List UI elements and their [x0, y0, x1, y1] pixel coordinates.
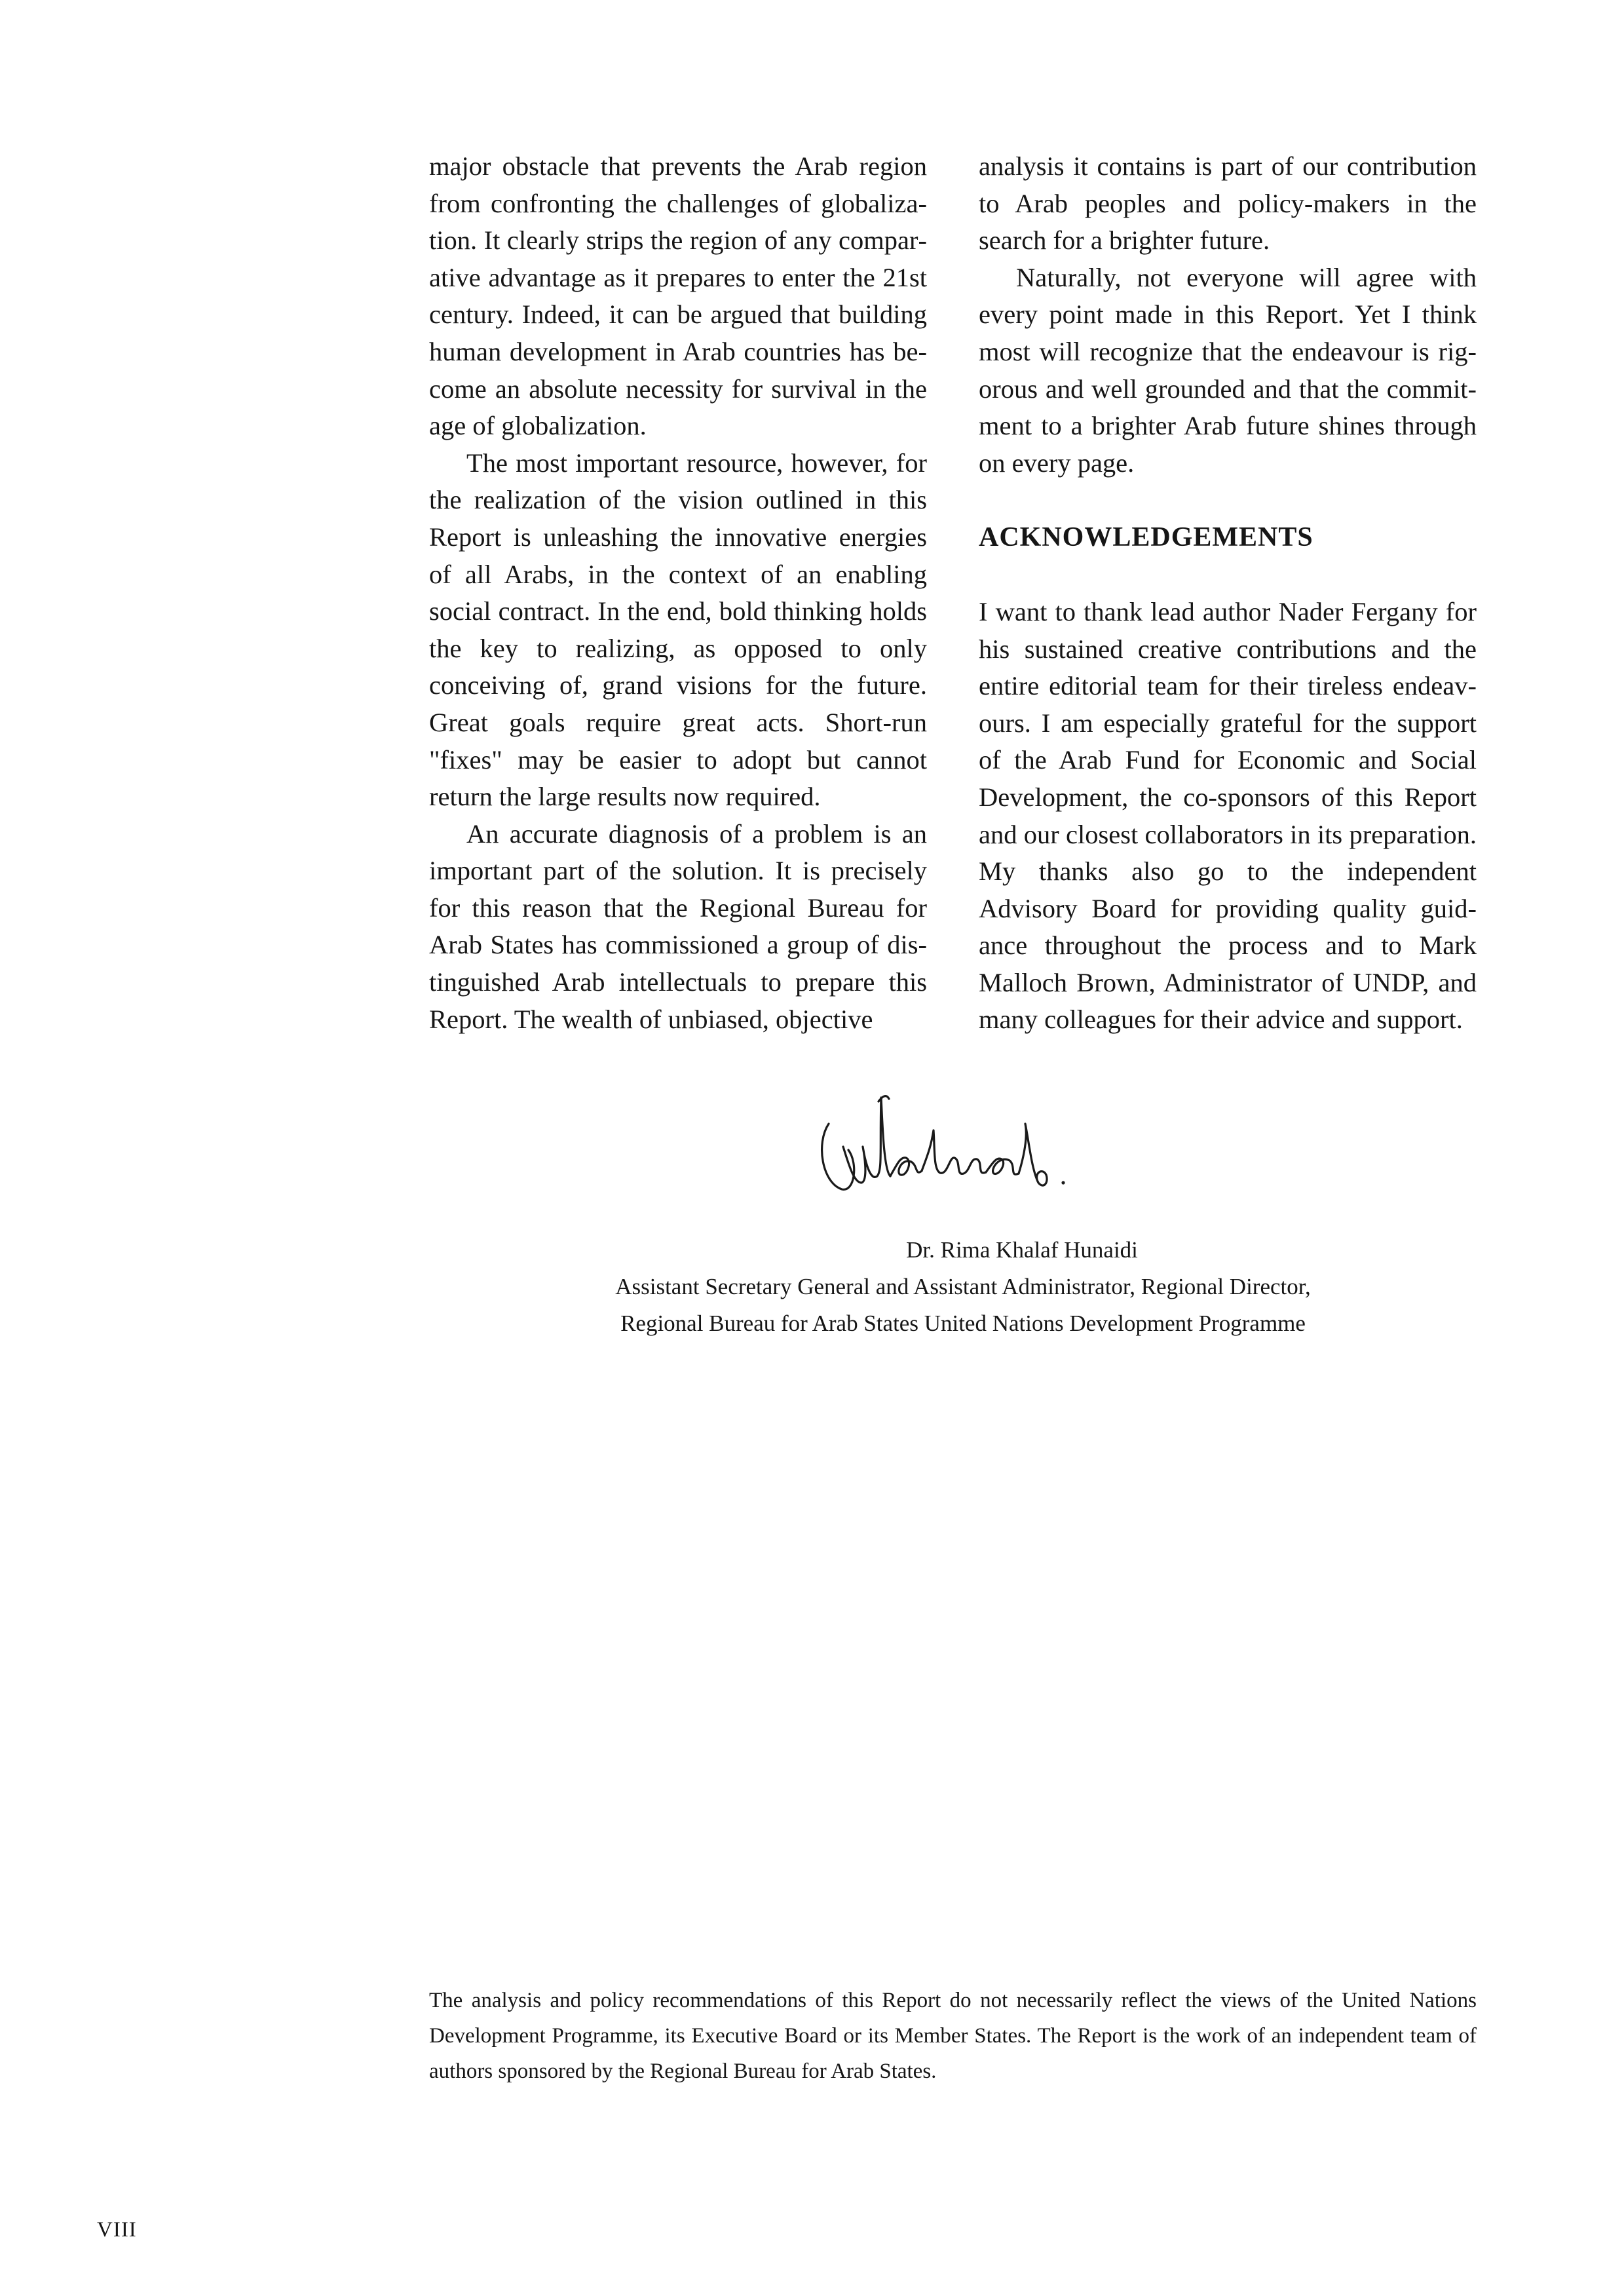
signatory-block	[459, 1232, 1467, 1342]
page-number: VIII	[97, 2218, 137, 2242]
left-paragraph-2: The most important resource, however, for the realization of the vision outlined in this Report is unleashing the innovative energies of all Arabs, in the context of an enabling social contract. In the end, bold thinking holds the key to realizing, as opposed to only conceiving of, grand visions for the future. Great goals require great acts. Short-run "fixes" may be easier to adopt but cannot return the large results now required.	[429, 448, 927, 812]
signatory-name: Dr. Rima Khalaf Hunaidi	[906, 1237, 1138, 1263]
left-paragraph-1: major obstacle that prevents the Arab region from confronting the challenges of globalization. It clearly strips the region of any comparative advantage as it prepares to enter the 21st century. Indeed, it can be argued that building human development in Arab countries has become an absolute necessity for survival in the age of globalization.	[429, 151, 927, 441]
right-text-column	[979, 148, 1477, 1039]
signatory-title-line-2: Regional Bureau for Arab States United Nations Development Programme	[620, 1311, 1306, 1336]
disclaimer-note: The analysis and policy recommendations of this Report do not necessarily reflect the views of the United Nations Development Programme, its Executive Board or its Member States. The Report is the work of an independent team of authors sponsored by the Regional Bureau for Arab States.	[429, 1989, 1477, 2083]
left-text-column	[429, 148, 927, 1038]
acknowledgements-heading: ACKNOWLEDGEMENTS	[979, 522, 1313, 553]
right-paragraph-2: Naturally, not everyone will agree with every point made in this Report. Yet I think most will recognize that the endeavour is rigorous and well grounded and that the commitment to a brighter Arab future shines through on every page.	[979, 262, 1477, 478]
signatory-title-line-1: Assistant Secretary General and Assistant Administrator, Regional Director,	[615, 1274, 1311, 1299]
right-paragraph-1: analysis it contains is part of our contribution to Arab peoples and policy-makers in the search for a brighter future.	[979, 151, 1477, 256]
acknowledgements-paragraph: I want to thank lead author Nader Fergany for his sustained creative contributions and the entire editorial team for their tireless endeavours. I am especially grateful for the support of the Arab Fund for Economic and Social Development, the co-sponsors of this Report and our closest collaborators in its preparation. My thanks also go to the independent Advisory Board for providing quality guidance throughout the process and to Mark Malloch Brown, Administrator of UNDP, and many colleagues for their advice and support.	[979, 596, 1477, 1035]
left-paragraph-3: An accurate diagnosis of a problem is an important part of the solution. It is precisely for this reason that the Regional Bureau for Arab States has commissioned a group of distinguished Arab intellectuals to prepare this Report. The wealth of unbiased, objective	[429, 818, 927, 1034]
signature-image	[803, 1084, 1078, 1215]
